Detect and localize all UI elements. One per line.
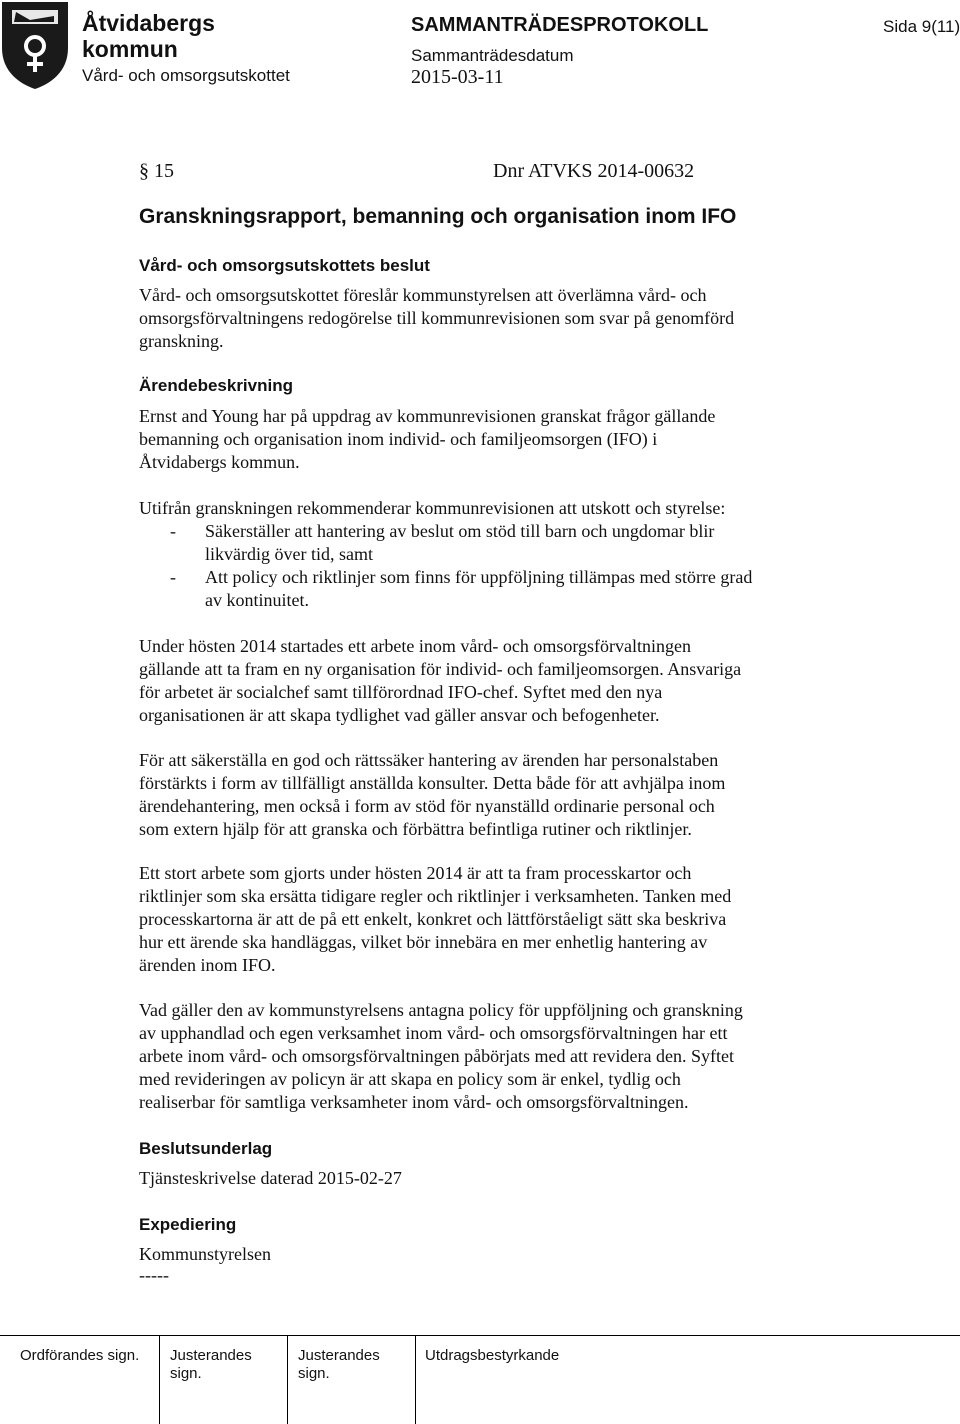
- text-line: förstärkts i form av tillfälligt anställda konsulter. Detta både för att avhjälpa inom: [139, 773, 726, 793]
- footer-divider: [287, 1335, 288, 1424]
- footer-label: sign.: [170, 1365, 202, 1382]
- description-paragraph-6: [139, 999, 743, 1114]
- end-mark: -----: [139, 1265, 169, 1285]
- text-line: omsorgsförvaltningens redogörelse till kommunrevisionen som svar på genomförd: [139, 308, 735, 328]
- meeting-date-label: Sammanträdesdatum: [411, 46, 574, 65]
- text-line: hur ett ärende ska handläggas, vilket bör innebära en mer enhetlig hantering av: [139, 932, 708, 952]
- text-line: granskning.: [139, 331, 224, 351]
- text-line: Ernst and Young har på uppdrag av kommunrevisionen granskat frågor gällande: [139, 406, 716, 426]
- text-line: gällande att ta fram en ny organisation för individ- och familjeomsorgen. Ansvariga: [139, 659, 742, 679]
- basis-text: Tjänsteskrivelse daterad 2015-02-27: [139, 1168, 402, 1188]
- text-line: Vad gäller den av kommunstyrelsens antagna policy för uppföljning och granskning: [139, 1000, 743, 1020]
- list-dash: -: [170, 521, 176, 541]
- text-line: processkartorna är att de på ett enkelt, konkret och lättförståeligt sätt ska beskriva: [139, 909, 727, 929]
- text-line: Att policy och riktlinjer som finns för uppföljning tillämpas med större grad: [205, 567, 753, 587]
- text-line: ärenden inom IFO.: [139, 955, 276, 975]
- text-line: Ett stort arbete som gjorts under hösten 2014 är att ta fram processkartor och: [139, 863, 692, 883]
- text-line: Åtvidabergs kommun.: [139, 452, 300, 472]
- decision-heading: Vård- och omsorgsutskottets beslut: [139, 256, 430, 275]
- meeting-date: 2015-03-11: [411, 66, 504, 88]
- footer-divider: [159, 1335, 160, 1424]
- footer-divider: [415, 1335, 416, 1424]
- text-line: Vård- och omsorgsutskottet föreslår kommunstyrelsen att överlämna vård- och: [139, 285, 707, 305]
- page-number: Sida 9(11): [883, 17, 960, 36]
- committee-name: Vård- och omsorgsutskottet: [82, 66, 290, 85]
- distribution-heading: Expediering: [139, 1215, 237, 1234]
- item-title: Granskningsrapport, bemanning och organisation inom IFO: [139, 205, 737, 228]
- text-line: likvärdig över tid, samt: [205, 544, 373, 564]
- item-number-value: 15: [154, 160, 174, 182]
- text-line: organisationen är att skapa tydlighet vad gäller ansvar och befogenheter.: [139, 705, 660, 725]
- decision-text: [139, 284, 734, 353]
- description-paragraph-5: [139, 862, 731, 977]
- certified-extract-box: Utdragsbestyrkande: [425, 1347, 560, 1364]
- description-paragraph-2-intro: Utifrån granskningen rekommenderar kommunrevisionen att utskott och styrelse:: [139, 498, 726, 518]
- description-paragraph-3: [139, 635, 741, 727]
- recipient: Kommunstyrelsen: [139, 1244, 271, 1264]
- adjuster-signature-box-2: [298, 1347, 380, 1383]
- footer-label: sign.: [298, 1365, 330, 1382]
- text-line: Under hösten 2014 startades ett arbete inom vård- och omsorgsförvaltningen: [139, 636, 692, 656]
- municipality-name-line1: Åtvidabergs: [82, 10, 215, 36]
- text-line: Säkerställer att hantering av beslut om stöd till barn och ungdomar blir: [205, 521, 715, 541]
- footer-rule: [0, 1335, 960, 1336]
- description-heading: Ärendebeskrivning: [139, 376, 293, 395]
- distribution-list: [139, 1244, 271, 1286]
- municipality-name-line2: kommun: [82, 36, 178, 62]
- text-line: av kontinuitet.: [205, 590, 309, 610]
- text-line: av upphandlad och egen verksamhet inom vård- och omsorgsförvaltningen har ett: [139, 1023, 728, 1043]
- text-line: riktlinjer som ska ersätta tidigare regler och riktlinjer i verksamheten. Tanken med: [139, 886, 732, 906]
- section-symbol: §: [139, 160, 149, 182]
- municipality-crest-icon: [0, 0, 70, 90]
- text-line: bemanning och organisation inom individ- och familjeomsorgen (IFO) i: [139, 429, 658, 449]
- text-line: för arbetet är socialchef samt tillförordnad IFO-chef. Syftet med den nya: [139, 682, 663, 702]
- text-line: ärendehantering, men också i form av stöd för nyanställd ordinarie personal och: [139, 796, 715, 816]
- chair-signature-box: Ordförandes sign.: [20, 1347, 140, 1364]
- text-line: arbete inom vård- och omsorgsförvaltningen påbörjats med att revidera den. Syftet: [139, 1046, 734, 1066]
- text-line: realiserbar för samtliga verksamheter inom vård- och omsorgsförvaltningen.: [139, 1092, 689, 1112]
- case-number: Dnr ATVKS 2014-00632: [493, 160, 695, 182]
- footer-label: Justerandes: [170, 1347, 252, 1364]
- text-line: För att säkerställa en god och rättssäker hantering av ärenden har personalstaben: [139, 750, 719, 770]
- document-type: SAMMANTRÄDESPROTOKOLL: [411, 14, 709, 36]
- footer-label: Justerandes: [298, 1347, 380, 1364]
- adjuster-signature-box-1: [170, 1347, 252, 1383]
- text-line: som extern hjälp för att granska och förbättra befintliga rutiner och riktlinjer.: [139, 819, 692, 839]
- description-paragraph-1: [139, 405, 715, 474]
- list-dash: -: [170, 567, 176, 587]
- description-paragraph-4: [139, 749, 725, 841]
- text-line: med revideringen av policyn är att skapa en policy som är enkel, tydlig och: [139, 1069, 681, 1089]
- item-number: [139, 160, 174, 183]
- basis-heading: Beslutsunderlag: [139, 1139, 273, 1158]
